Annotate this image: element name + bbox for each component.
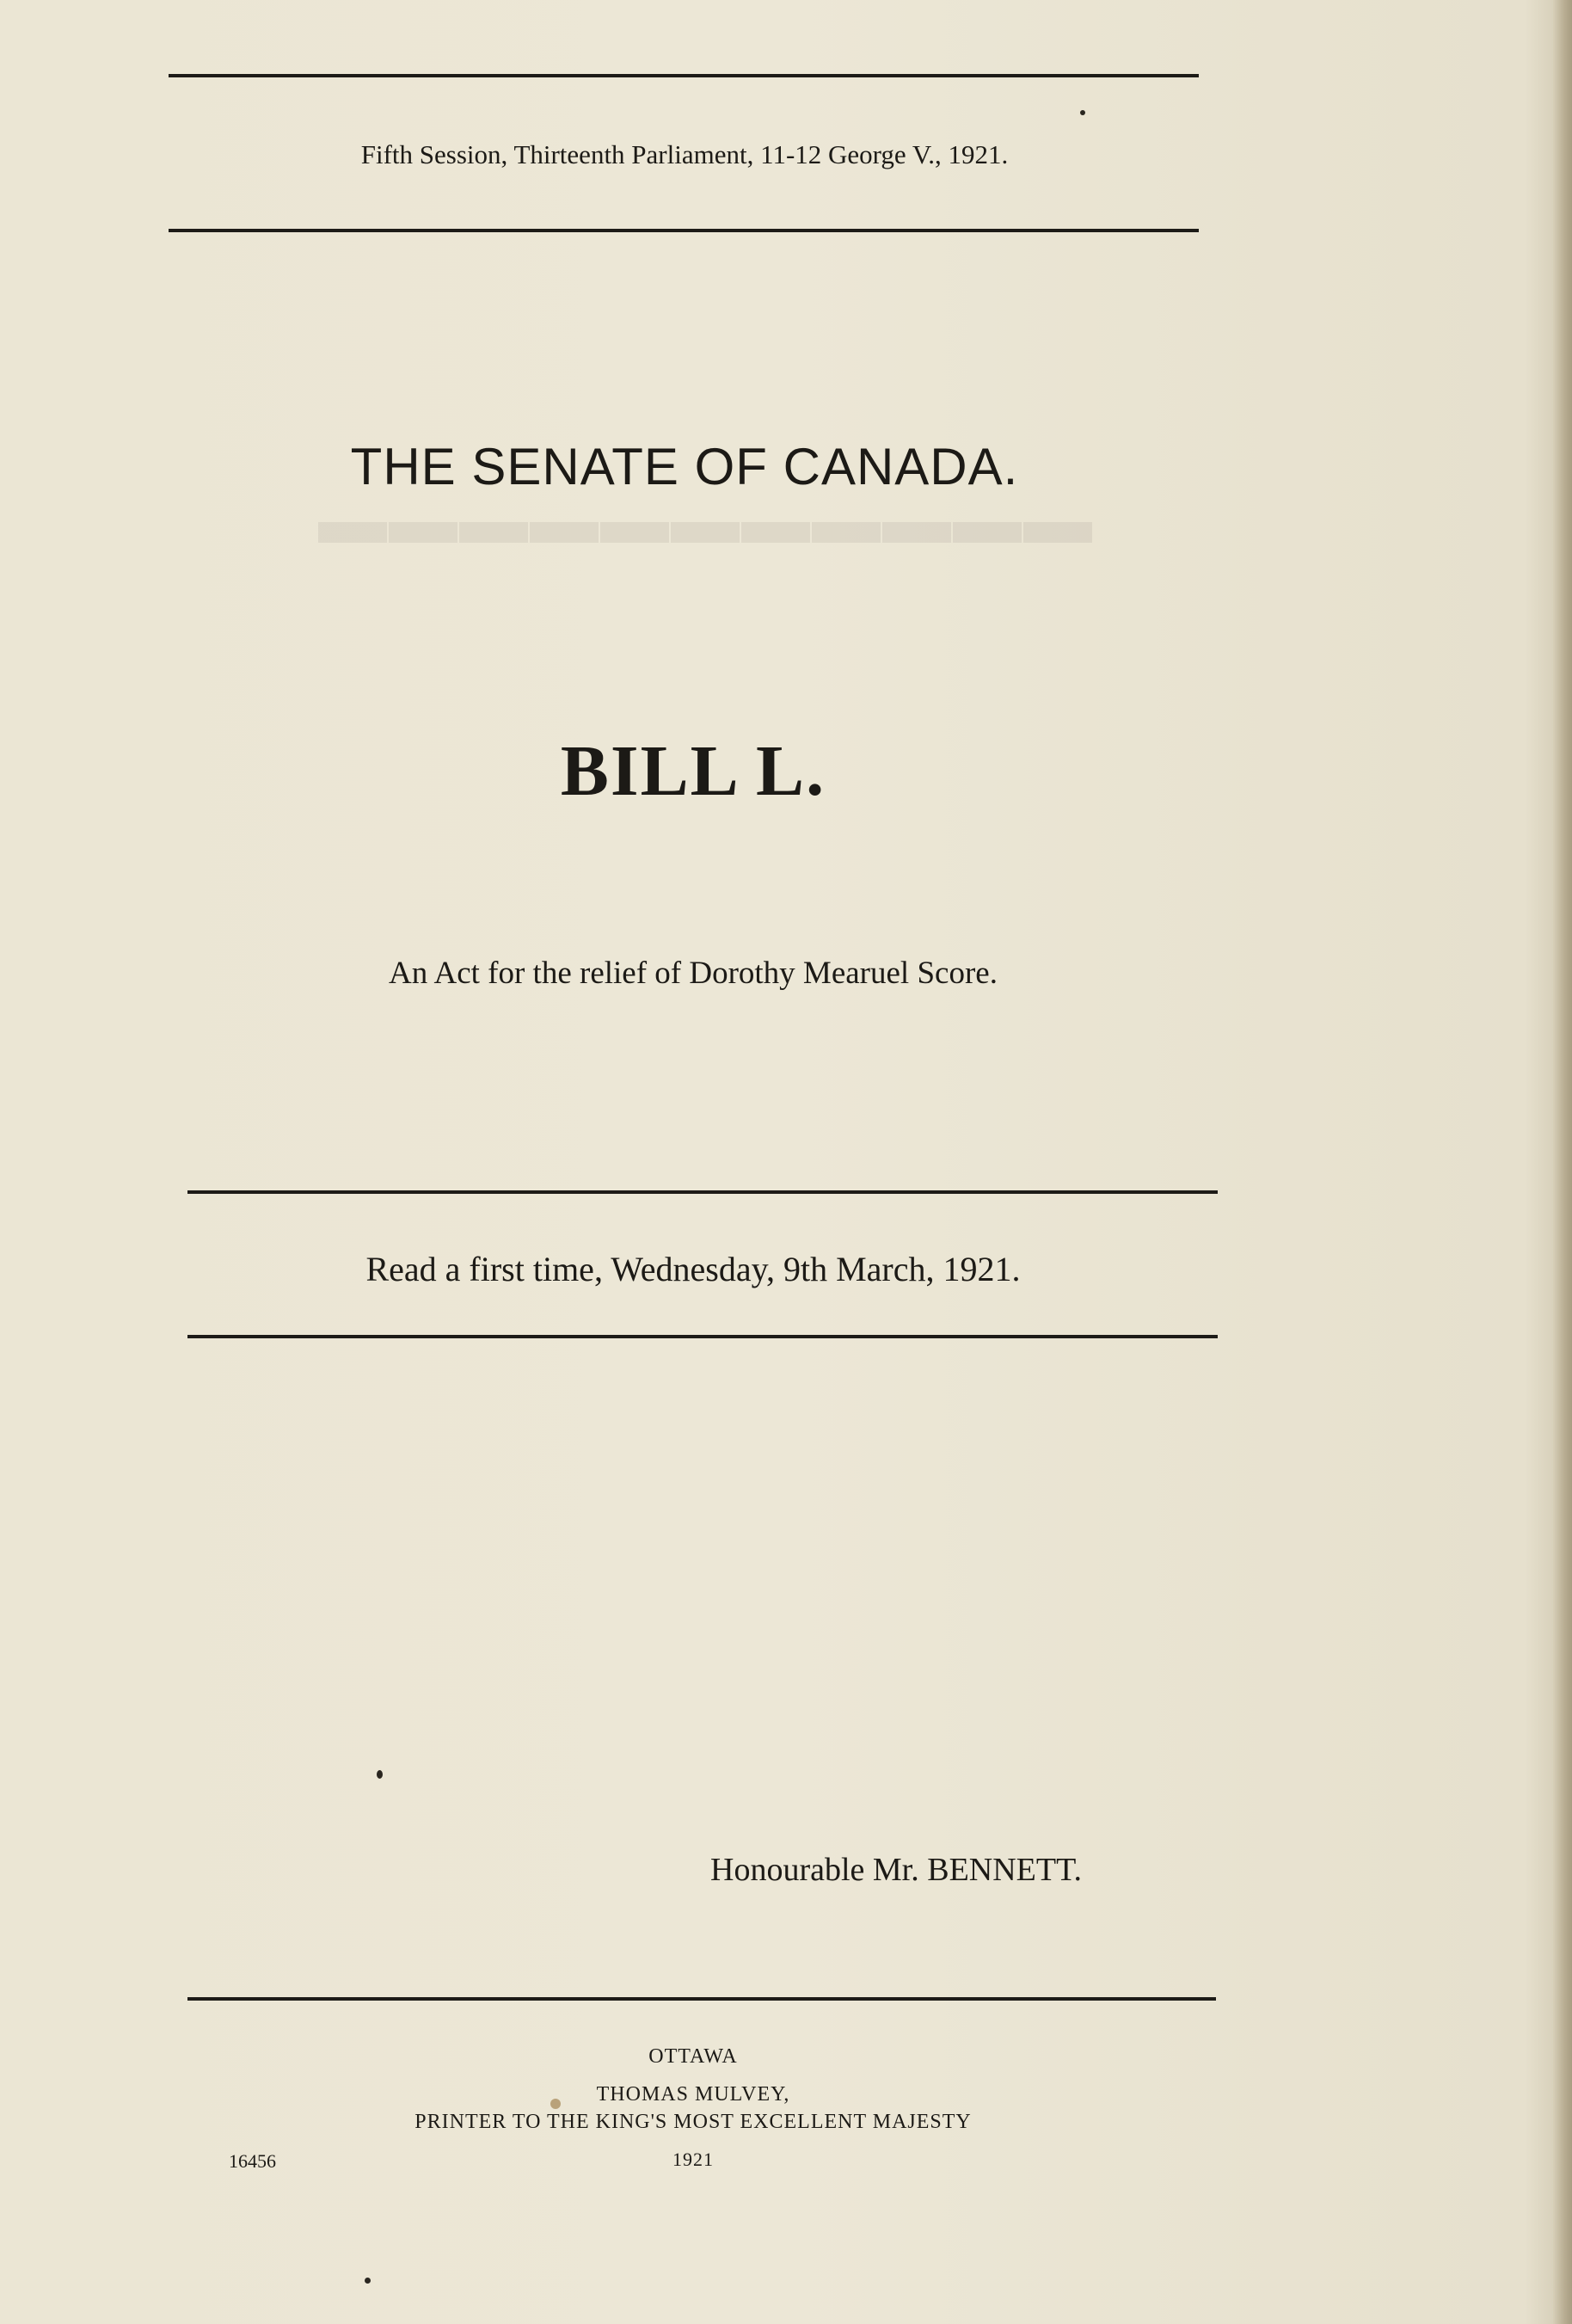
ink-speck	[377, 1770, 383, 1779]
session-rule	[169, 229, 1199, 232]
document-number: 16456	[229, 2150, 276, 2172]
imprint-year: 1921	[672, 2149, 714, 2170]
imprint-rule	[187, 1997, 1216, 2001]
imprint-printer-title: PRINTER TO THE KING'S MOST EXCELLENT MAJESTY	[414, 2111, 972, 2133]
page-edge	[1553, 0, 1572, 2324]
top-rule	[169, 74, 1199, 77]
sponsor-prefix: Honourable Mr. B	[710, 1852, 949, 1888]
sponsor-name-rest: ENNETT.	[949, 1852, 1082, 1888]
first-reading-line: Read a first time, Wednesday, 9th March, 1921.	[365, 1250, 1021, 1288]
session-heading: Fifth Session, Thirteenth Parliament, 11-12 George V., 1921.	[360, 139, 1009, 169]
show-through-texture: ▬▬▬▬▬▬▬▬▬▬▬	[318, 483, 1094, 558]
ink-speck	[550, 2099, 561, 2109]
reading-top-rule	[187, 1190, 1218, 1194]
imprint-city: OTTAWA	[648, 2045, 738, 2068]
ink-speck	[365, 2278, 371, 2284]
act-description: An Act for the relief of Dorothy Mearuel Score.	[389, 956, 998, 991]
reading-bottom-rule	[187, 1335, 1218, 1338]
senate-heading: THE SENATE OF CANADA.	[350, 438, 1019, 495]
bill-title: BILL L.	[560, 731, 826, 811]
imprint-printer: THOMAS MULVEY,	[596, 2083, 790, 2106]
ink-speck	[1080, 110, 1085, 115]
sponsor-line	[710, 1851, 1082, 1889]
